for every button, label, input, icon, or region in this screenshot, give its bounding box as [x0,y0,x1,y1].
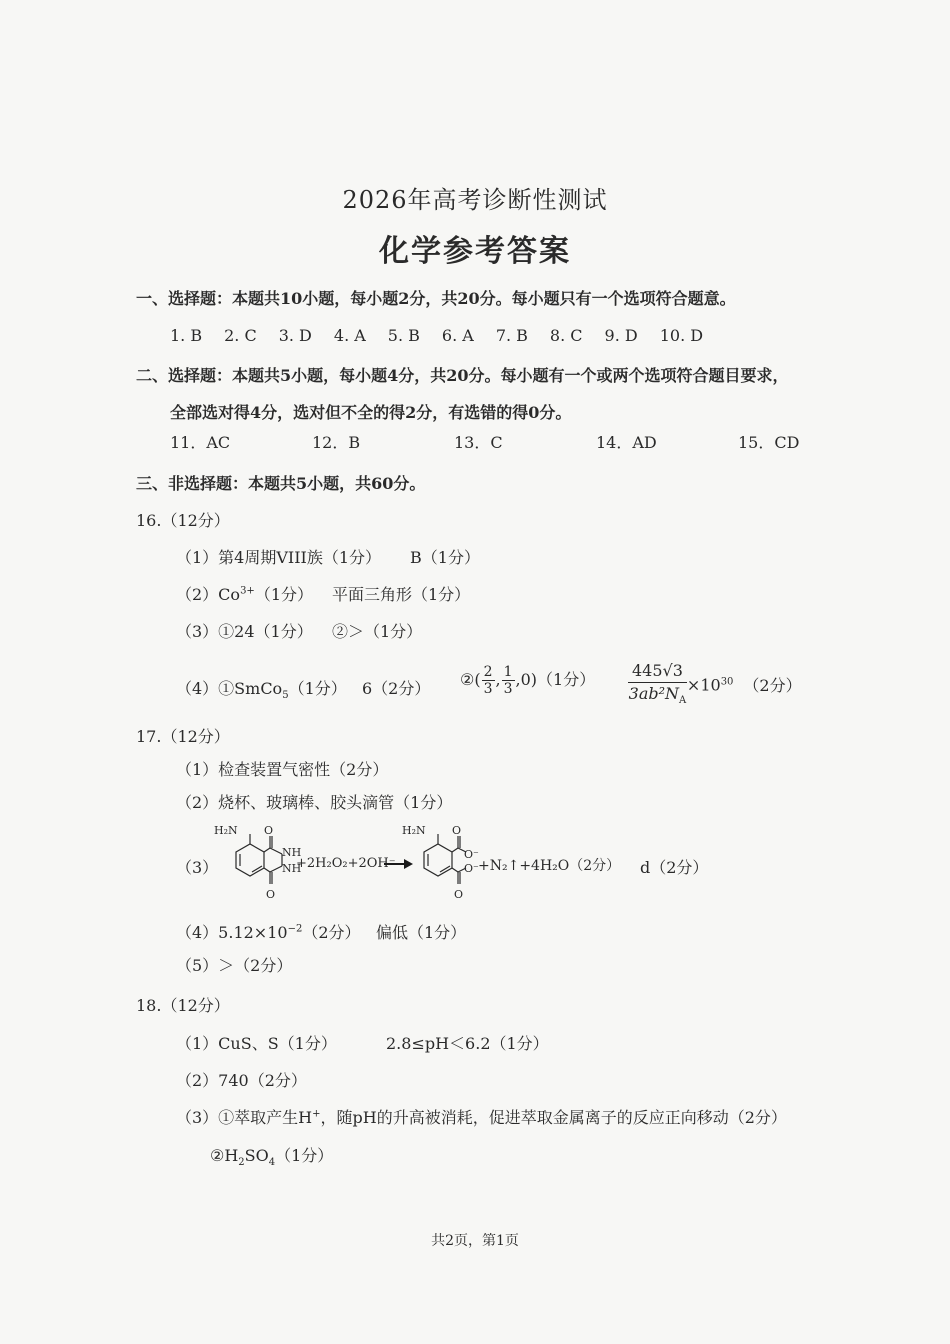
q18-part3b: $②H_2SO_4(1$分） [210,1146,334,1169]
q16-title: 16.（12分） [136,511,230,530]
svg-text:NH: NH [282,862,302,875]
q17-reactant-extra: +2H₂O₂+2OH⁻ [296,856,396,871]
q16-part1: （1）第4周期VIII族（1分） [176,548,382,567]
answer-item: 10. D [659,326,704,345]
answer-item: 11．AC [170,433,231,452]
q18-part2: （2）740（2分） [176,1071,307,1090]
q16-part1b: B（1分） [410,548,480,567]
q16-part2: $(2)Co^{3+}(1$分） [176,585,313,604]
answer-item: 1. B [170,326,203,345]
q17-part4b: 偏低（1分） [376,923,467,942]
section1-heading: 一、选择题：本题共10小题，每小题2分，共20分。每小题只有一个选项符合题意。 [136,289,736,308]
answer-item: 6. A [441,326,474,345]
q16-part3b: ②＞（1分） [332,622,423,641]
q16-part2b: 平面三角形（1分） [332,585,471,604]
svg-text:O: O [454,888,464,901]
answer-item: 15．CD [738,433,800,452]
q18-part3a: （3）①萃取产生H+，随pH的升高被消耗，促进萃取金属离子的反应正向移动（2分） [176,1108,787,1127]
svg-text:NH: NH [282,846,302,859]
answer-item: 13．C [454,433,503,452]
svg-text:O⁻: O⁻ [464,848,479,861]
answer-item: 8. C [549,326,583,345]
q17-part3-label: （3） [176,858,219,877]
answer-item: 7. B [495,326,528,345]
q17-part5: （5）＞（2分） [176,956,293,975]
q17-part2: （2）烧杯、玻璃棒、胶头滴管（1分） [176,793,453,812]
density-formula: $\frac{445√3}{3ab^2N_A}$ [628,661,687,707]
answer-item: 4. A [333,326,366,345]
q18-part1: （1）CuS、S（1分） [176,1034,337,1053]
q16-part4a: （4）①SmCo$_5$（1分） [176,679,347,702]
answer-item: 14．AD [596,433,657,452]
luminol-structure [212,820,302,906]
section2-answers [170,430,880,453]
fraction: $\frac{1}{3}$ [503,664,513,697]
q16-part4d: $\frac{445√3}{3ab^2N_A}$ $\times 10^{30}$ （2分） [628,660,802,712]
q17-title: 17.（12分） [136,727,230,746]
section2-heading-line2: 全部选对得4分，选对但不全的得2分，有选错的得0分。 [170,403,572,422]
answer-item: 5. B [387,326,420,345]
q17-part1: （1）检查装置气密性（2分） [176,760,389,779]
section2-heading: 二、选择题：本题共5小题，每小题4分，共20分。每小题有一个或两个选项符合题目要求， [136,366,789,385]
svg-text:H₂N: H₂N [402,824,426,837]
page-title: 化学参考答案 [379,234,571,269]
q17-part4: $(4)5.12\times 10^{-2}(2$分） [176,923,361,942]
exam-title: 2026年高考诊断性测试 [342,186,608,214]
answer-item: 9. D [604,326,638,345]
svg-text:O: O [264,824,274,837]
svg-text:O⁻: O⁻ [464,862,479,875]
q18-title: 18.（12分） [136,996,230,1015]
answer-item: 2. C [224,326,257,345]
answer-item: 3. D [278,326,312,345]
q16-part3: （3）①24（1分） [176,622,313,641]
page-footer: 共2页，第1页 [431,1233,519,1249]
answer-item: 12．B [312,433,361,452]
svg-text:O: O [452,824,462,837]
q18-part1b: 2.8≤pH＜6.2（1分） [386,1034,549,1053]
svg-text:O: O [266,888,276,901]
svg-text:H₂N: H₂N [214,824,238,837]
q16-part4c: ②( $\frac{2}{3}$ , $\frac{1}{3}$ ,0)（1分） [460,664,596,697]
q16-part4b: 6（2分） [362,679,431,698]
product-structure [400,820,482,906]
section3-heading: 三、非选择题：本题共5小题，共60分。 [136,474,426,493]
fraction: $\frac{2}{3}$ [483,664,493,697]
q17-product-extra: +N₂↑+4H₂O（2分） [478,858,621,874]
section1-answers [170,326,725,345]
q17-part3b: d（2分） [640,858,709,877]
